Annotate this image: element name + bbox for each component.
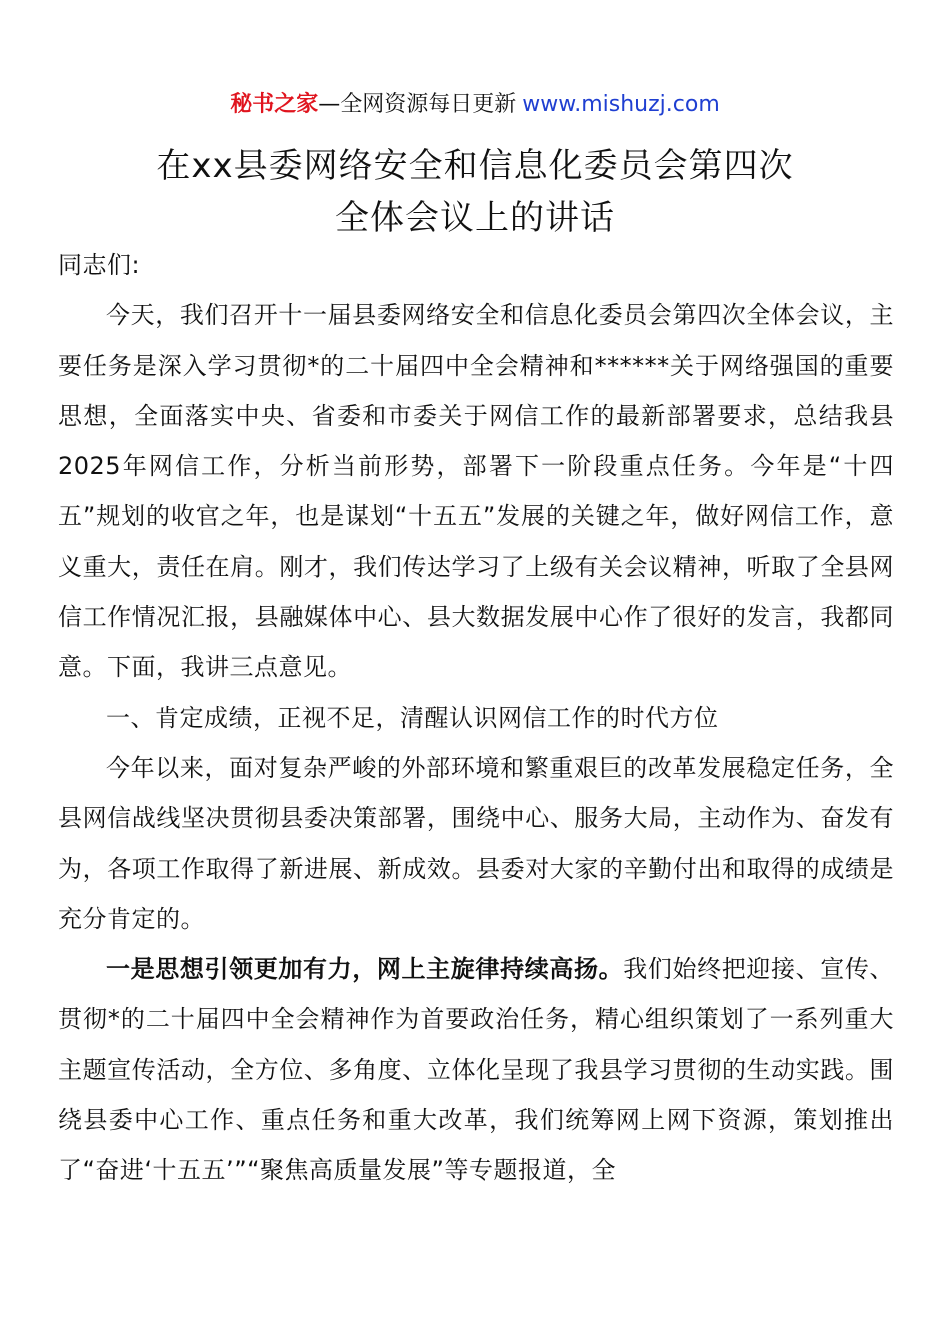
site-banner bbox=[0, 88, 950, 122]
paragraph-achievements: 今年以来，面对复杂严峻的外部环境和繁重艰巨的改革发展稳定任务，全县网信战线坚决贯彻县委决策部署，围绕中心、服务大局，主动作为、奋发有为，各项工作取得了新进展、新成效。县委对大家的辛勤付出和取得的成绩是充分肯定的。 bbox=[58, 753, 894, 933]
point-1-lead: 一是思想引领更加有力，网上主旋律持续高扬。 bbox=[106, 955, 624, 984]
document-title bbox=[0, 140, 950, 244]
paragraph-intro: 今天，我们召开十一届县委网络安全和信息化委员会第四次全体会议，主要任务是深入学习贯彻*的二十届四中全会精神和******关于网络强国的重要思想，全面落实中央、省委和市委关于网信工作的最新部署要求，总结我县2025年网信工作，分析当前形势，部署下一阶段重点任务。今年是“十四五”规划的收官之年，也是谋划“十五五”发展的关键之年，做好网信工作，意义重大，责任在肩。刚才，我们传达学习了上级有关会议精神，听取了全县网信工作情况汇报，县融媒体中心、县大数据发展中心作了很好的发言，我都同意。下面，我讲三点意见。 bbox=[58, 301, 894, 682]
section-heading-1: 一、肯定成绩，正视不足，清醒认识网信工作的时代方位 bbox=[106, 703, 719, 732]
brand-name: 秘书之家 bbox=[230, 92, 319, 117]
paragraph-point-1 bbox=[58, 944, 894, 1195]
title-line-1: 在xx县委网络安全和信息化委员会第四次 bbox=[156, 146, 794, 186]
site-url-link[interactable]: www.mishuzj.com bbox=[522, 92, 720, 117]
title-line-2: 全体会议上的讲话 bbox=[335, 198, 615, 238]
point-1-text: 我们始终把迎接、宣传、贯彻*的二十届四中全会精神作为首要政治任务，精心组织策划了一系列重大主题宣传活动，全方位、多角度、立体化呈现了我县学习贯彻的生动实践。围绕县委中心工作、重点任务和重大改革，我们统筹网上网下资源，策划推出了“奋进‘十五五’”“聚焦高质量发展”等专题报道，全 bbox=[58, 955, 895, 1185]
document-body bbox=[58, 240, 894, 1196]
salutation: 同志们: bbox=[58, 251, 141, 279]
banner-tagline: —全网资源每日更新 bbox=[318, 92, 517, 117]
